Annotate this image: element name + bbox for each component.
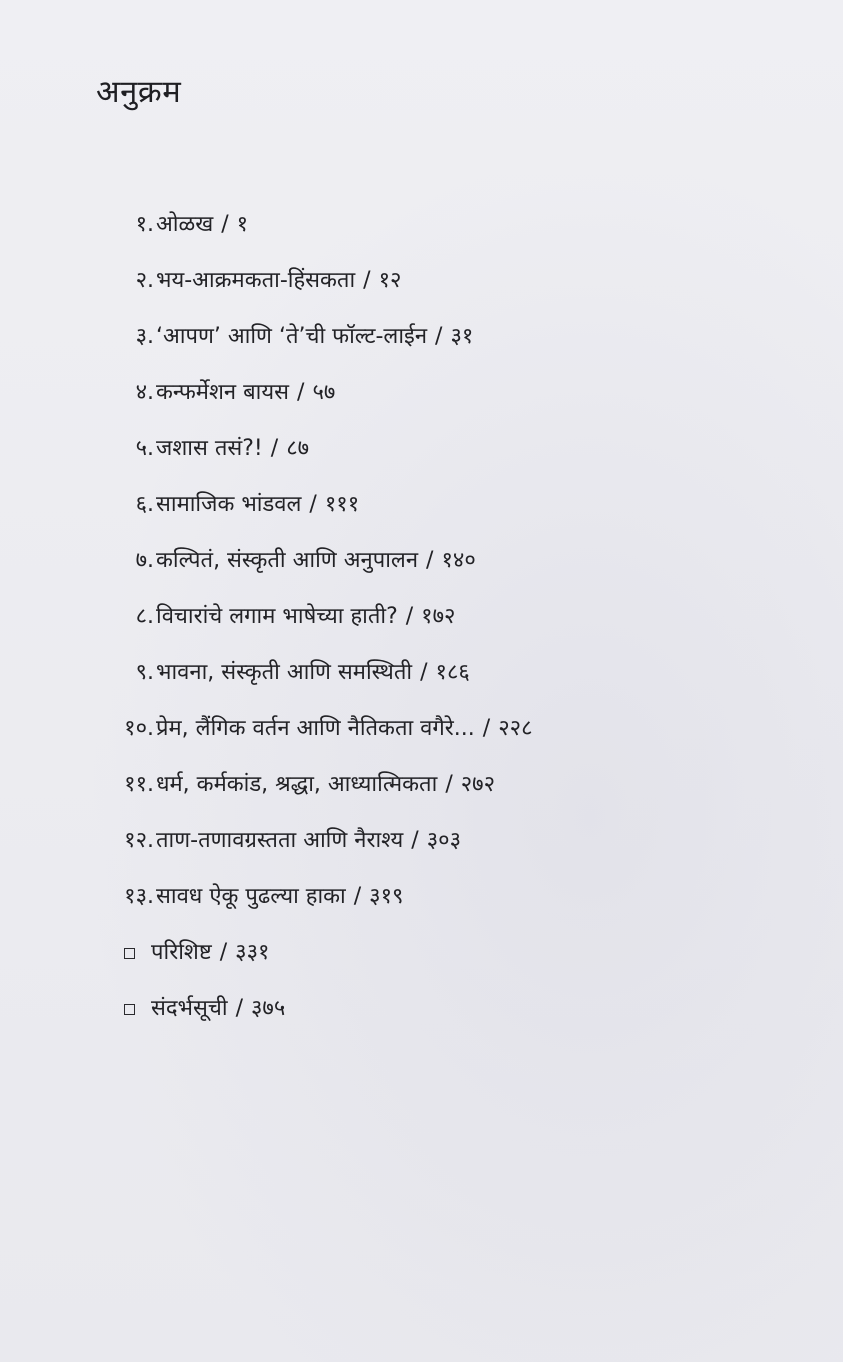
chapter-title: सामाजिक भांडवल	[156, 492, 302, 517]
separator: /	[309, 492, 317, 517]
chapter-number: ११.	[124, 772, 154, 797]
toc-entry	[0, 597, 843, 653]
appendix-title: परिशिष्ट	[151, 940, 212, 965]
chapter-number: ९.	[135, 660, 154, 685]
page-number: १	[236, 212, 249, 237]
chapter-title: जशास तसं?!	[156, 436, 263, 461]
page-number: १८६	[435, 660, 470, 685]
page-number: १२	[378, 268, 402, 293]
page-number: ३०३	[426, 828, 462, 853]
table-of-contents	[0, 205, 843, 1045]
chapter-title: ओळख	[156, 212, 214, 237]
toc-entry	[0, 653, 843, 709]
separator: /	[363, 268, 371, 293]
chapter-number: ७.	[135, 548, 154, 573]
page-number: ३७५	[250, 996, 286, 1021]
separator: /	[445, 772, 453, 797]
chapter-title: सावध ऐकू पुढल्या हाका	[156, 884, 346, 909]
chapter-number: १२.	[124, 828, 154, 853]
toc-appendix-entry	[0, 989, 843, 1045]
separator: /	[405, 604, 414, 629]
page-number: ८७	[286, 436, 310, 461]
chapter-number: ३.	[135, 324, 154, 349]
toc-entry	[0, 317, 843, 373]
toc-entry	[0, 485, 843, 541]
page-number: ५७	[312, 380, 336, 405]
square-bullet-icon	[124, 1004, 135, 1015]
chapter-number: ८.	[135, 604, 154, 629]
page-number: ३३१	[235, 940, 270, 965]
separator: /	[482, 716, 491, 741]
separator: /	[420, 660, 428, 685]
page-number: १७२	[421, 604, 456, 629]
appendix-title: संदर्भसूची	[151, 996, 228, 1021]
toc-entry	[0, 205, 843, 261]
chapter-number: १३.	[124, 884, 154, 909]
page-number: २२८	[498, 716, 533, 741]
separator: /	[426, 548, 434, 573]
chapter-title: कल्पितं, संस्कृती आणि अनुपालन	[156, 548, 419, 573]
toc-entry	[0, 821, 843, 877]
chapter-title: विचारांचे लगाम भाषेच्या हाती?	[156, 604, 398, 629]
chapter-title: धर्म, कर्मकांड, श्रद्धा, आध्यात्मिकता	[156, 772, 438, 797]
separator: /	[353, 884, 362, 909]
chapter-title: भय-आक्रमकता-हिंसकता	[156, 268, 356, 293]
chapter-number: ५.	[135, 436, 154, 461]
separator: /	[297, 380, 305, 405]
toc-entry	[0, 709, 843, 765]
separator: /	[411, 828, 419, 853]
separator: /	[235, 996, 243, 1021]
chapter-number: ४.	[135, 380, 154, 405]
toc-entry	[0, 261, 843, 317]
toc-entry	[0, 541, 843, 597]
page-number: १११	[324, 492, 360, 517]
chapter-number: २.	[135, 268, 154, 293]
page-number: ३१	[450, 324, 474, 349]
chapter-number: १.	[135, 212, 154, 237]
toc-entry	[0, 877, 843, 933]
chapter-title: भावना, संस्कृती आणि समस्थिती	[156, 660, 413, 685]
chapter-title: ताण-तणावग्रस्तता आणि नैराश्य	[156, 828, 404, 853]
toc-appendix-entry	[0, 933, 843, 989]
page-number: २७२	[460, 772, 496, 797]
chapter-title: प्रेम, लैंगिक वर्तन आणि नैतिकता वगैरे...	[156, 716, 475, 741]
separator: /	[221, 212, 229, 237]
separator: /	[270, 436, 279, 461]
square-bullet-icon	[124, 948, 135, 959]
chapter-number: ६.	[135, 492, 154, 517]
chapter-title: कन्फर्मेशन बायस	[156, 380, 290, 405]
chapter-number: १०.	[124, 716, 154, 741]
page-title: अनुक्रम	[96, 74, 182, 110]
page-number: ३१९	[369, 884, 404, 909]
page-number: १४०	[441, 548, 476, 573]
toc-entry	[0, 373, 843, 429]
separator: /	[435, 324, 443, 349]
chapter-title: ‘आपण’ आणि ‘ते’ची फॉल्ट-लाईन	[156, 324, 428, 349]
toc-entry	[0, 765, 843, 821]
toc-entry	[0, 429, 843, 485]
separator: /	[219, 940, 228, 965]
